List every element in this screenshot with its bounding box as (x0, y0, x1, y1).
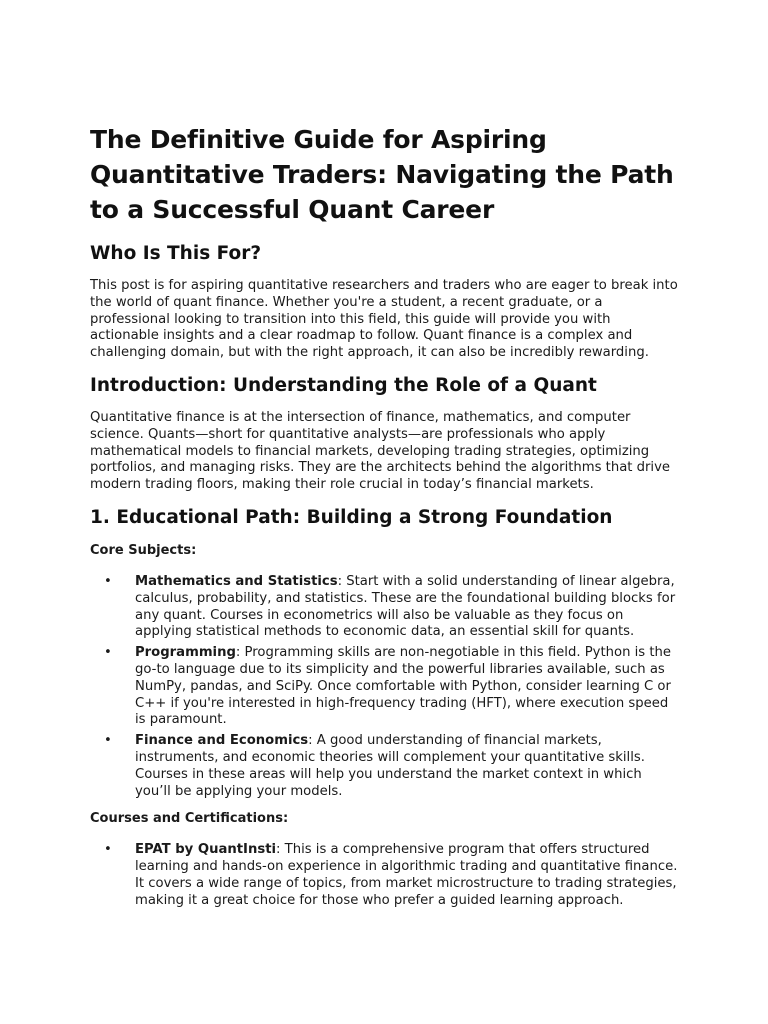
education-heading: 1. Educational Path: Building a Strong Foundation (90, 506, 613, 528)
intro-body: Quantitative finance is at the intersection of finance, mathematics, and computer science. Quants—short for quantitative analysts—are professionals who apply mathematical models to financial markets, developing trading strategies, optimizing portfolios, and managing risks. They are the architects behind the algorithms that drive modern trading floors, making their role crucial in today’s financial markets. (90, 409, 671, 493)
list-item-title: Mathematics and Statistics (135, 573, 338, 589)
list-item-title: Finance and Economics (135, 733, 309, 749)
list-item-text: : A good understanding of financial markets, instruments, and economic theories will complement your quantitative skills. Courses in these areas will help you understand the market context in which you’ll be applying your models. (135, 733, 645, 799)
core-subjects-list (90, 574, 678, 800)
bullet-icon: • (104, 842, 112, 858)
list-item (90, 842, 678, 909)
page-title: The Definitive Guide for Aspiring Quantitative Traders: Navigating the Path to a Successful Quant Career (90, 125, 674, 224)
list-item-text: : Start with a solid understanding of linear algebra, calculus, probability, and statistics. These are the foundational building blocks for any quant. Courses in econometrics will also be valuable as they focus on applying statistical methods to economic data, an essential skill for quants. (135, 573, 676, 640)
bullet-icon: • (104, 645, 112, 661)
list-item (90, 733, 678, 800)
list-item (90, 645, 678, 729)
bullet-icon: • (104, 733, 112, 749)
list-item-title: EPAT by QuantInsti (135, 842, 277, 858)
core-subjects-label: Core Subjects: (90, 542, 197, 558)
courses-list (90, 842, 678, 909)
list-item-text: : Programming skills are non-negotiable in this field. Python is the go-to language due to its simplicity and the powerful libraries available, such as NumPy, pandas, and SciPy. Once comfortable with Python, consider learning C or C++ if you're interested in high-frequency trading (HFT), where execution speed is paramount. (135, 645, 671, 728)
who-body: This post is for aspiring quantitative researchers and traders who are eager to break into the world of quant finance. Whether you're a student, a recent graduate, or a professional looking to transition into this field, this guide will provide you with actionable insights and a clear roadmap to follow. Quant finance is a complex and challenging domain, but with the right approach, it can also be incredibly rewarding. (90, 278, 678, 361)
who-heading: Who Is This For? (90, 243, 262, 264)
courses-label: Courses and Certifications: (90, 811, 289, 827)
list-item-text: : This is a comprehensive program that offers structured learning and hands-on experience in algorithmic trading and quantitative finance. It covers a wide range of topics, from market microstructure to trading strategies, making it a great choice for those who prefer a guided learning approach. (135, 842, 678, 908)
list-item-title: Programming (135, 645, 236, 661)
list-item (90, 574, 678, 641)
intro-heading: Introduction: Understanding the Role of a Quant (90, 374, 597, 396)
bullet-icon: • (104, 573, 112, 589)
